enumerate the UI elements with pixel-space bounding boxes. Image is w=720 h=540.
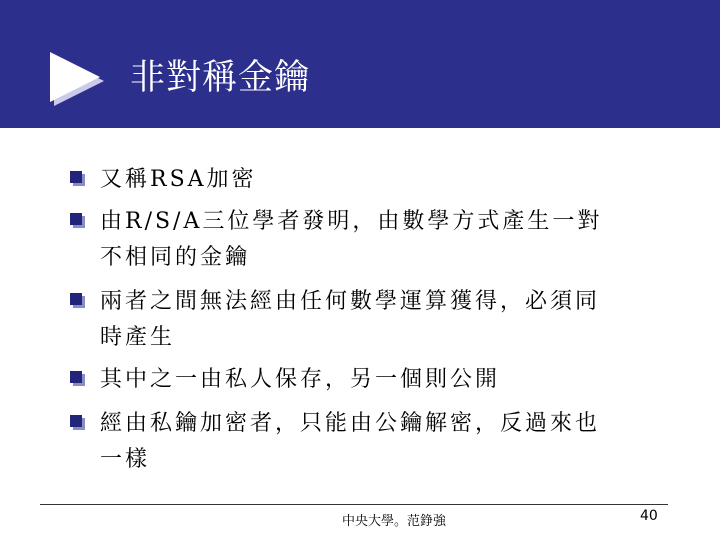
bullet-text: 兩者之間無法經由任何數學運算獲得，必須同 時產生: [100, 289, 601, 350]
square-bullet-icon: [70, 171, 82, 183]
bullet-text: 其中之一由私人保存，另一個則公開: [100, 367, 501, 392]
square-bullet-icon: [70, 371, 82, 383]
bullet-text: 又稱RSA加密: [100, 167, 257, 192]
slide-title: 非對稱金鑰: [130, 58, 311, 98]
square-bullet-icon: [70, 213, 82, 225]
square-bullet-icon: [70, 415, 82, 427]
footer-text: 中央大學。范錚強: [342, 514, 447, 529]
bullet-text: 由R/S/A三位學者發明，由數學方式產生一對 不相同的金鑰: [100, 209, 603, 270]
bullet-text: 經由私鑰加密者，只能由公鑰解密，反過來也 一樣: [100, 411, 601, 472]
play-arrow-icon: [50, 52, 108, 110]
page-number: 40: [640, 508, 658, 524]
square-bullet-icon: [70, 293, 82, 305]
footer-divider: [40, 504, 668, 505]
header-bar: [0, 0, 720, 128]
